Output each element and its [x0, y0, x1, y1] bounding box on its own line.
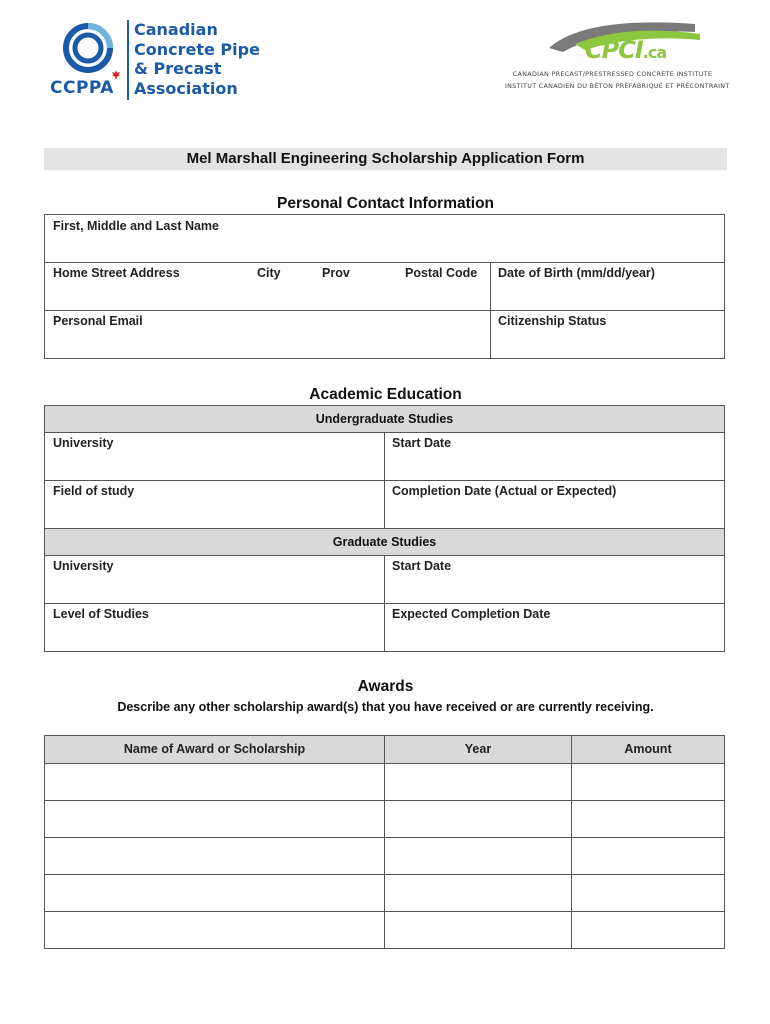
- dob-field[interactable]: [491, 281, 724, 309]
- maple-leaf-icon: [111, 70, 121, 80]
- award-amount-cell[interactable]: [572, 875, 724, 911]
- level-of-studies-label: Level of Studies: [53, 607, 149, 621]
- grad-band: Graduate Studies: [45, 529, 724, 555]
- personal-heading: Personal Contact Information: [276, 195, 495, 212]
- street-label: Home Street Address: [53, 266, 180, 280]
- dob-label: Date of Birth (mm/dd/year): [498, 266, 655, 280]
- form-title: Mel Marshall Engineering Scholarship Application Form: [44, 148, 727, 170]
- award-name-cell[interactable]: [45, 912, 384, 948]
- address-field[interactable]: [45, 281, 490, 309]
- award-year-cell[interactable]: [385, 875, 571, 911]
- ccppa-name: [134, 20, 260, 98]
- award-year-cell[interactable]: [385, 838, 571, 874]
- award-amount-cell[interactable]: [572, 801, 724, 837]
- ccppa-name-line: & Precast: [134, 59, 222, 78]
- undergrad-university-field[interactable]: [45, 451, 384, 479]
- cpci-english-name: CANADIAN PRECAST/PRESTRESSED CONCRETE INSTITUTE: [512, 70, 713, 78]
- cpci-tld: .ca: [642, 43, 667, 62]
- ccppa-name-line: Association: [134, 78, 238, 98]
- undergrad-start-label: Start Date: [392, 436, 452, 450]
- field-of-study-field[interactable]: [45, 499, 384, 527]
- postal-code-label: Postal Code: [405, 266, 478, 280]
- award-year-cell[interactable]: [385, 801, 571, 837]
- name-field[interactable]: [45, 233, 724, 261]
- field-of-study-label: Field of study: [53, 484, 135, 498]
- awards-col-name: Name of Award or Scholarship: [123, 742, 306, 756]
- personal-table: [44, 214, 725, 359]
- cpci-wordmark: [585, 36, 666, 64]
- cpci-wordmark-text: CPCI: [585, 36, 643, 64]
- academic-heading: Academic Education: [309, 386, 462, 403]
- city-label: City: [257, 266, 281, 280]
- expected-completion-field[interactable]: [385, 622, 724, 650]
- award-name-cell[interactable]: [45, 764, 384, 800]
- prov-label: Prov: [322, 266, 350, 280]
- grad-start-field[interactable]: [385, 574, 724, 602]
- name-label: First, Middle and Last Name: [53, 219, 220, 233]
- row-divider: [45, 310, 724, 311]
- awards-description: Describe any other scholarship award(s) that you have received or are currently receiving.: [117, 700, 654, 714]
- awards-heading: Awards: [357, 678, 414, 695]
- cpci-logo: [505, 14, 730, 98]
- ccppa-name-line: Canadian: [134, 20, 218, 39]
- level-of-studies-field[interactable]: [45, 622, 384, 650]
- academic-table: [44, 405, 725, 652]
- award-year-cell[interactable]: [385, 764, 571, 800]
- grad-start-label: Start Date: [392, 559, 452, 573]
- award-name-cell[interactable]: [45, 838, 384, 874]
- email-label: Personal Email: [53, 314, 143, 328]
- awards-col-year: Year: [464, 742, 492, 756]
- completion-date-field[interactable]: [385, 499, 724, 527]
- undergrad-band: Undergraduate Studies: [45, 406, 724, 432]
- email-field[interactable]: [45, 329, 490, 357]
- ccppa-ring-icon: [62, 22, 114, 74]
- awards-col-amount: Amount: [624, 742, 672, 756]
- awards-table: [44, 735, 725, 949]
- award-amount-cell[interactable]: [572, 838, 724, 874]
- completion-date-label: Completion Date (Actual or Expected): [392, 484, 617, 498]
- award-year-cell[interactable]: [385, 912, 571, 948]
- ccppa-logo: [50, 18, 260, 102]
- row-divider: [45, 262, 724, 263]
- grad-university-label: University: [53, 559, 114, 573]
- citizenship-field[interactable]: [491, 329, 724, 357]
- expected-completion-label: Expected Completion Date: [392, 607, 551, 621]
- cpci-french-name: INSTITUT CANADIEN DU BÉTON PRÉFABRIQUÉ ET PRÉCONTRAINT: [505, 82, 730, 90]
- undergrad-start-field[interactable]: [385, 451, 724, 479]
- award-name-cell[interactable]: [45, 875, 384, 911]
- citizenship-label: Citizenship Status: [498, 314, 607, 328]
- logo-divider: [127, 20, 129, 100]
- award-amount-cell[interactable]: [572, 912, 724, 948]
- ccppa-name-line: Concrete Pipe: [134, 39, 260, 59]
- ccppa-acronym: CCPPA: [50, 78, 114, 98]
- award-name-cell[interactable]: [45, 801, 384, 837]
- grad-university-field[interactable]: [45, 574, 384, 602]
- award-amount-cell[interactable]: [572, 764, 724, 800]
- undergrad-university-label: University: [53, 436, 114, 450]
